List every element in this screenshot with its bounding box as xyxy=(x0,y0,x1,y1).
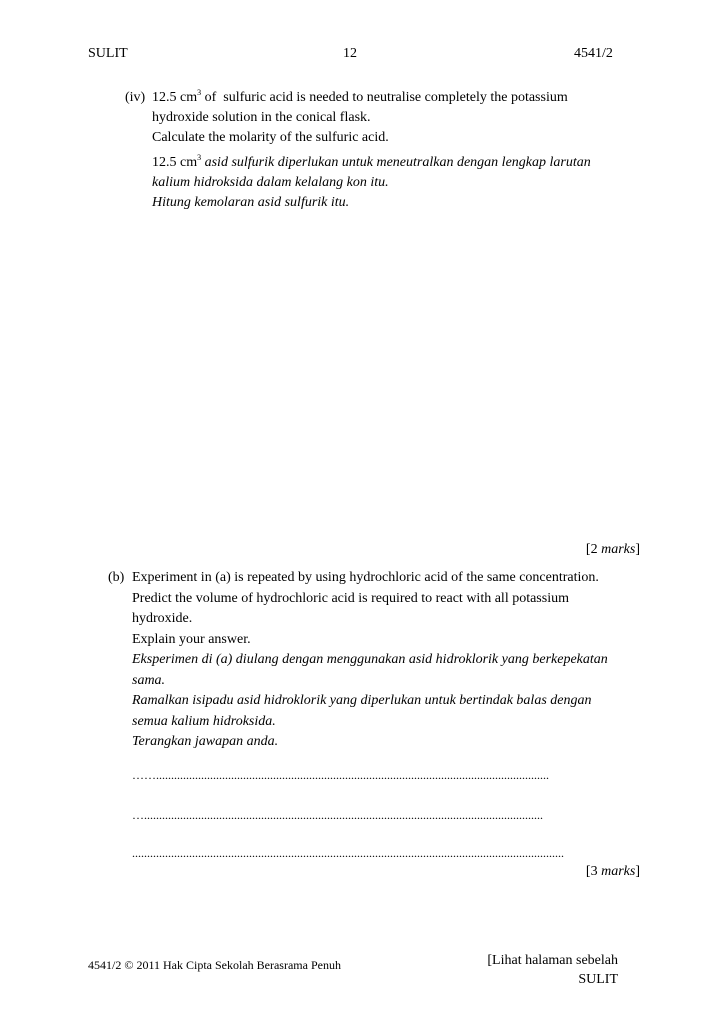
header-left: SULIT xyxy=(88,46,128,61)
question-iv-marks xyxy=(586,540,640,561)
answer-line-3[interactable]: ................................................................................................................................................ xyxy=(132,846,564,860)
volume-unit-sup-ms: 3 xyxy=(197,153,202,162)
page-number: 12 xyxy=(343,46,357,61)
footer-sulit: SULIT xyxy=(578,972,618,987)
question-iv-number: (iv) xyxy=(125,90,146,105)
answer-line-1[interactable]: ……................................................................................................................................... xyxy=(132,768,549,782)
question-iv-en-line3: Calculate the molarity of the sulfuric acid. xyxy=(152,130,389,145)
question-b-ms-line3: Ramalkan isipadu asid hidroklorik yang diperlukan untuk bertindak balas dengan xyxy=(132,693,592,708)
question-iv-ms-line2: kalium hidroksida dalam kelalang kon itu. xyxy=(152,175,389,190)
question-b-en-line1: Experiment in (a) is repeated by using hydrochloric acid of the same concentration. xyxy=(132,570,599,585)
question-b-ms-line1: Eksperimen di (a) diulang dengan menggunakan asid hidroklorik yang berkepekatan xyxy=(132,652,608,667)
volume-unit-sup: 3 xyxy=(197,88,202,97)
marks-close: ] xyxy=(635,542,640,557)
question-b-en-line4: Explain your answer. xyxy=(132,632,251,647)
question-iv-ms-line1-rest: asid sulfurik diperlukan untuk meneutralkan dengan lengkap larutan xyxy=(201,155,591,170)
question-b-number: (b) xyxy=(108,570,125,585)
marks-close: ] xyxy=(635,864,640,879)
marks-open: [2 xyxy=(585,542,602,557)
footer-copyright: 4541/2 © 2011 Hak Cipta Sekolah Berasrama Penuh xyxy=(88,958,341,972)
question-b-marks xyxy=(586,862,640,883)
question-b-en-line3: hydroxide. xyxy=(132,611,193,626)
question-b-en-line2: Predict the volume of hydrochloric acid is required to react with all potassium xyxy=(132,591,569,606)
header-right: 4541/2 xyxy=(574,46,613,61)
marks-word: marks xyxy=(601,542,636,557)
marks-open: [3 xyxy=(585,864,602,879)
question-b-ms-line4: semua kalium hidroksida. xyxy=(132,714,276,729)
question-iv-en-line1-rest: of sulfuric acid is needed to neutralise completely the potassium xyxy=(201,90,568,105)
question-iv-en-line2: hydroxide solution in the conical flask. xyxy=(152,110,371,125)
footer-next-page: [Lihat halaman sebelah xyxy=(487,953,618,968)
marks-word: marks xyxy=(601,864,636,879)
question-iv-ms-line1 xyxy=(152,153,591,174)
question-b-ms-line2: sama. xyxy=(132,673,166,688)
volume-value: 12.5 cm xyxy=(152,90,198,105)
question-iv-ms-line3: Hitung kemolaran asid sulfurik itu. xyxy=(152,195,350,210)
question-b-ms-line5: Terangkan jawapan anda. xyxy=(132,734,279,749)
volume-value-ms: 12.5 cm xyxy=(152,155,198,170)
question-iv-en-line1 xyxy=(152,88,568,109)
answer-line-2[interactable]: …..................................................................................................................................... xyxy=(132,808,543,822)
